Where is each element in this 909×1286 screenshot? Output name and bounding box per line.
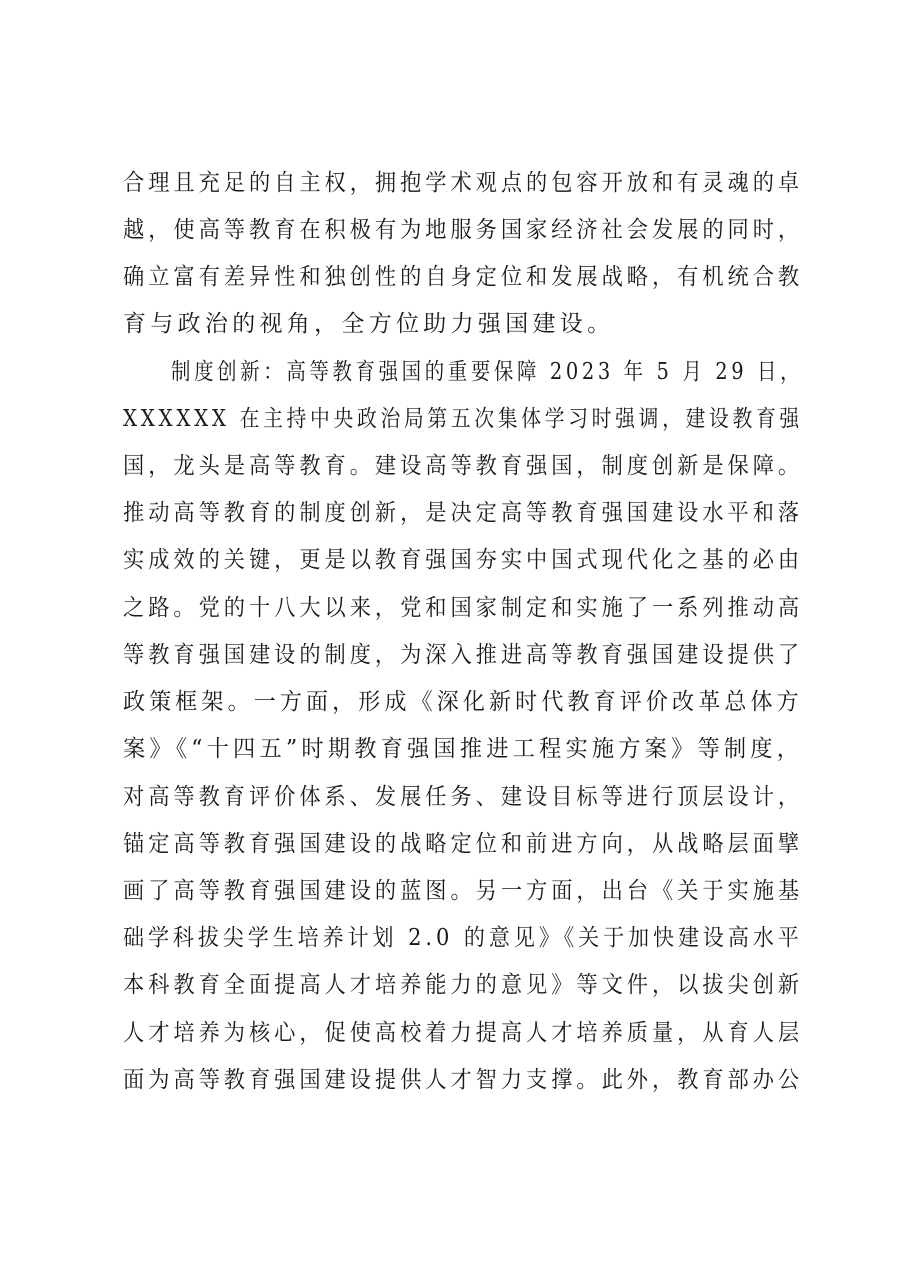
text-line: 人才培养为核心，促使高校着力提高人才培养质量，从育人层 <box>123 1020 804 1046</box>
text-line: 政策框架。一方面，形成《深化新时代教育评价改革总体方 <box>123 689 803 715</box>
text-line: 之路。党的十八大以来，党和国家制定和实施了一系列推动高 <box>123 595 804 621</box>
text-line: 等教育强国建设的制度，为深入推进高等教育强国建设提供了 <box>123 642 804 668</box>
text-line: 锚定高等教育强国建设的战略定位和前进方向，从战略层面擘 <box>123 831 804 857</box>
text-line: 确立富有差异性和独创性的自身定位和发展战略，有机统合教 <box>123 264 804 290</box>
text-line: 合理且充足的自主权，拥抱学术观点的包容开放和有灵魂的卓 <box>123 170 804 196</box>
text-line: 面为高等教育强国建设提供人才智力支撑。此外，教育部办公 <box>123 1067 804 1093</box>
text-line: 画了高等教育强国建设的蓝图。另一方面，出台《关于实施基 <box>123 878 804 904</box>
text-line: 案》《“十四五”时期教育强国推进工程实施方案》等制度， <box>123 736 804 762</box>
text-line: 越，使高等教育在积极有为地服务国家经济社会发展的同时， <box>123 217 804 243</box>
text-line: 实成效的关键，更是以教育强国夯实中国式现代化之基的必由 <box>123 547 804 573</box>
paragraph-start-line: 制度创新：高等教育强国的重要保障 2023 年 5 月 29 日， <box>171 359 804 385</box>
text-line: 础学科拔尖学生培养计划 2.0 的意见》《关于加快建设高水平 <box>123 925 803 951</box>
text-line: XXXXXX 在主持中央政治局第五次集体学习时强调，建设教育强 <box>123 406 803 432</box>
text-line: 推动高等教育的制度创新，是决定高等教育强国建设水平和落 <box>123 500 804 526</box>
text-line: 本科教育全面提高人才培养能力的意见》等文件，以拔尖创新 <box>123 972 804 998</box>
text-line: 国，龙头是高等教育。建设高等教育强国，制度创新是保障。 <box>123 453 804 479</box>
text-line: 对高等教育评价体系、发展任务、建设目标等进行顶层设计， <box>123 784 804 810</box>
text-line: 育与政治的视角，全方位助力强国建设。 <box>123 311 615 337</box>
